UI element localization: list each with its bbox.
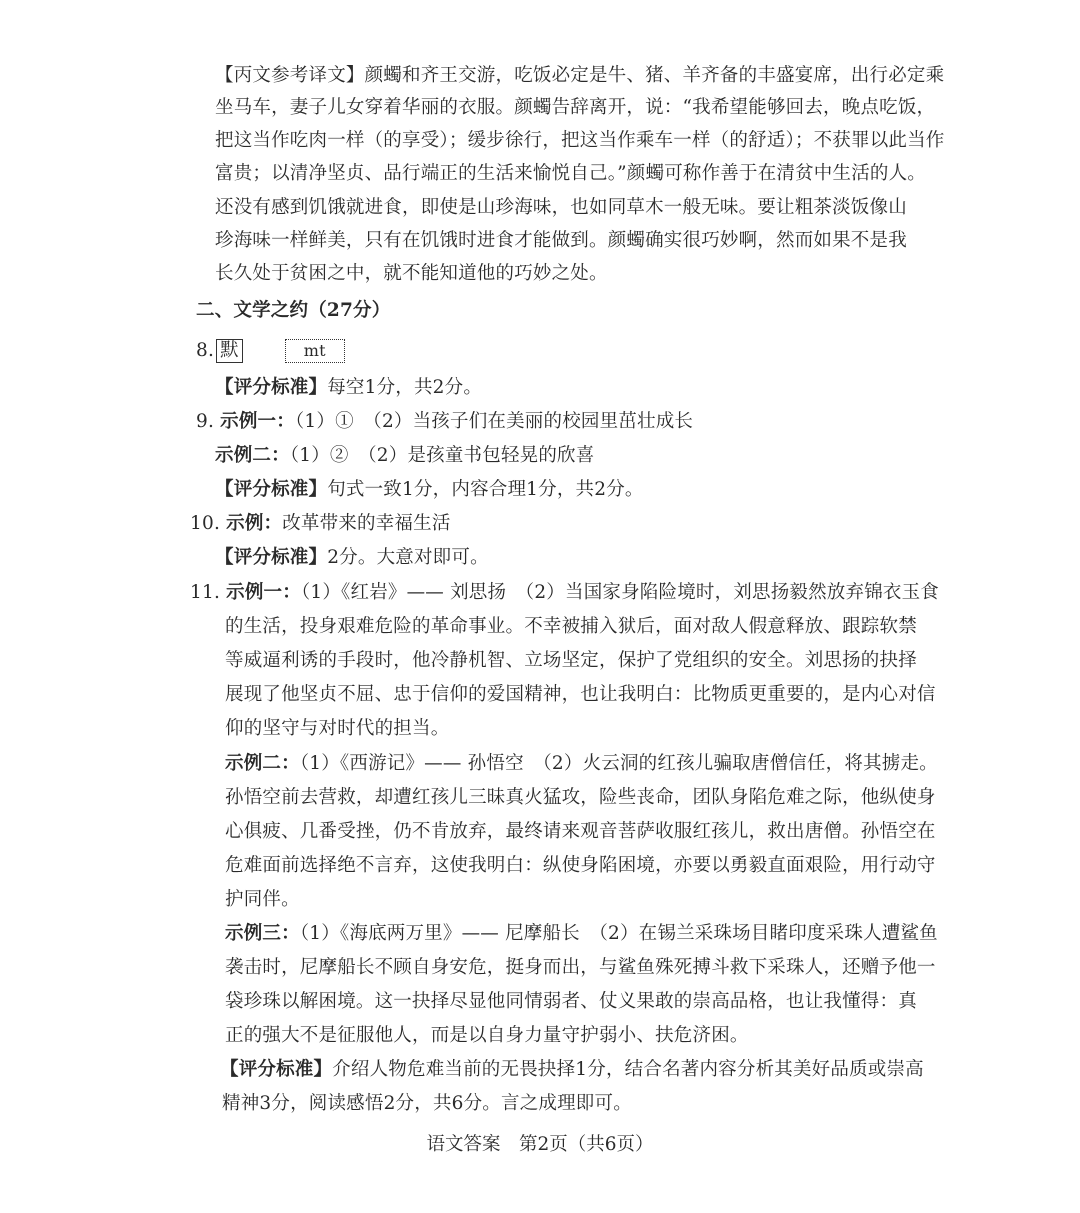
q11-ex3-line-4: 正的强大不是征服他人，而是以自身力量守护弱小、扶危济困。 bbox=[225, 1025, 749, 1046]
q10-ex-text: 改革带来的幸福生活 bbox=[282, 513, 451, 534]
q9-standard bbox=[215, 478, 644, 502]
q11-ex3-line-2: 袭击时，尼摩船长不顾自身安危，挺身而出，与鲨鱼殊死搏斗救下采珠人，还赠予他一 bbox=[225, 957, 936, 978]
q10-ex-label: 示例： bbox=[226, 513, 283, 534]
q11-standard-line-1 bbox=[220, 1058, 924, 1082]
translation-line-1: 【丙文参考译文】颜蠋和齐王交游，吃饭必定是牛、猪、羊齐备的丰盛宴席，出行必定乘 bbox=[215, 65, 945, 86]
q11-standard-text-1: 介绍人物危难当前的无畏抉择1分，结合名著内容分析其美好品质或崇高 bbox=[332, 1059, 924, 1080]
q11-ex3-label: 示例三： bbox=[225, 923, 300, 944]
q11-ex1-line-2: 的生活，投身艰难危险的革命事业。不幸被捕入狱后，面对敌人假意释放、跟踪软禁 bbox=[225, 616, 917, 637]
q10-number: 10. bbox=[190, 513, 221, 534]
q10-standard-text: 2分。大意对即可。 bbox=[327, 547, 489, 568]
q11-ex2-line-1 bbox=[225, 752, 938, 776]
q11-ex1-line-3: 等威逼利诱的手段时，他冷静机智、立场坚定，保护了党组织的安全。刘思扬的抉择 bbox=[225, 650, 917, 671]
q11-ex1-line-1 bbox=[190, 581, 939, 605]
translation-line-5: 还没有感到饥饿就进食，即使是山珍海味，也如同草木一般无味。要让粗茶淡饭像山 bbox=[215, 197, 907, 218]
q10-standard-label: 【评分标准】 bbox=[215, 547, 328, 568]
q11-ex3-line-1 bbox=[225, 922, 938, 946]
translation-line-7: 长久处于贫困之中，就不能知道他的巧妙之处。 bbox=[215, 263, 608, 284]
q11-standard-label: 【评分标准】 bbox=[220, 1059, 333, 1080]
translation-line-4: 富贵；以清净坚贞、品行端正的生活来愉悦自己。”颜蠋可称作善于在清贫中生活的人。 bbox=[215, 163, 927, 184]
q11-ex2-line-4: 危难面前选择绝不言弃，这使我明白：纵使身陷困境，亦要以勇毅直面艰险，用行动守 bbox=[225, 855, 936, 876]
q8-standard bbox=[215, 376, 482, 400]
q9-standard-label: 【评分标准】 bbox=[215, 479, 328, 500]
q10-standard bbox=[215, 546, 489, 570]
q11-ex2-line-3: 心俱疲、几番受挫，仍不肯放弃，最终请来观音菩萨收服红孩儿，救出唐僧。孙悟空在 bbox=[225, 821, 936, 842]
q11-ex2-line-5: 护同伴。 bbox=[225, 889, 300, 910]
q11-ex1-line-5: 仰的坚守与对时代的担当。 bbox=[225, 718, 450, 739]
q9-ex2-text: （1）② （2）是孩童书包轻晃的欣喜 bbox=[289, 445, 595, 466]
section-heading: 二、文学之约（27分） bbox=[196, 300, 391, 321]
q10-example bbox=[190, 512, 451, 536]
q9-ex2-label: 示例二： bbox=[215, 445, 290, 466]
translation-line-3: 把这当作吃肉一样（的享受）；缓步徐行，把这当作乘车一样（的舒适）；不获罪以此当作 bbox=[215, 130, 945, 151]
q11-ex3-line-3: 袋珍珠以解困境。这一抉择尽显他同情弱者、仗义果敢的崇高品格，也让我懂得：真 bbox=[225, 991, 917, 1012]
q11-standard-line-2: 精神3分，阅读感悟2分，共6分。言之成理即可。 bbox=[222, 1093, 632, 1114]
translation-line-6: 珍海味一样鲜美，只有在饥饿时进食才能做到。颜蠋确实很巧妙啊，然而如果不是我 bbox=[215, 230, 907, 251]
q11-ex1-text-1: （1）《红岩》—— 刘思扬 （2）当国家身陷险境时，刘思扬毅然放弃锦衣玉食 bbox=[300, 582, 940, 603]
q8-boxed-char: 默 bbox=[216, 339, 243, 363]
translation-line-2: 坐马车，妻子儿女穿着华丽的衣服。颜蠋告辞离开，说：“我希望能够回去，晚点吃饭， bbox=[215, 97, 936, 118]
page-footer: 语文答案 第2页（共6页） bbox=[426, 1134, 654, 1155]
q11-number: 11. bbox=[190, 582, 221, 603]
q9-example-2 bbox=[215, 444, 594, 468]
q11-ex1-label: 示例一： bbox=[226, 582, 301, 603]
q8-row bbox=[196, 339, 345, 363]
q8-standard-label: 【评分标准】 bbox=[215, 377, 328, 398]
q9-ex1-label: 示例一： bbox=[220, 411, 295, 432]
q8-pinyin-box: mt bbox=[285, 339, 345, 363]
q9-number: 9. bbox=[196, 411, 215, 432]
q9-standard-text: 句式一致1分，内容合理1分，共2分。 bbox=[327, 479, 644, 500]
q11-ex1-line-4: 展现了他坚贞不屈、忠于信仰的爱国精神，也让我明白：比物质更重要的，是内心对信 bbox=[225, 684, 936, 705]
q8-standard-text: 每空1分，共2分。 bbox=[327, 377, 483, 398]
q8-number: 8. bbox=[196, 340, 215, 361]
q11-ex2-label: 示例二： bbox=[225, 753, 300, 774]
q9-ex1-text: （1）① （2）当孩子们在美丽的校园里茁壮成长 bbox=[294, 411, 694, 432]
q11-ex2-line-2: 孙悟空前去营救，却遭红孩儿三昧真火猛攻，险些丧命，团队身陷危难之际，他纵使身 bbox=[225, 787, 936, 808]
q11-ex2-text-1: （1）《西游记》—— 孙悟空 （2）火云洞的红孩儿骗取唐僧信任，将其掳走。 bbox=[299, 753, 938, 774]
q11-ex3-text-1: （1）《海底两万里》—— 尼摩船长 （2）在锡兰采珠场目睹印度采珠人遭鲨鱼 bbox=[299, 923, 938, 944]
q9-example-1 bbox=[196, 410, 693, 434]
